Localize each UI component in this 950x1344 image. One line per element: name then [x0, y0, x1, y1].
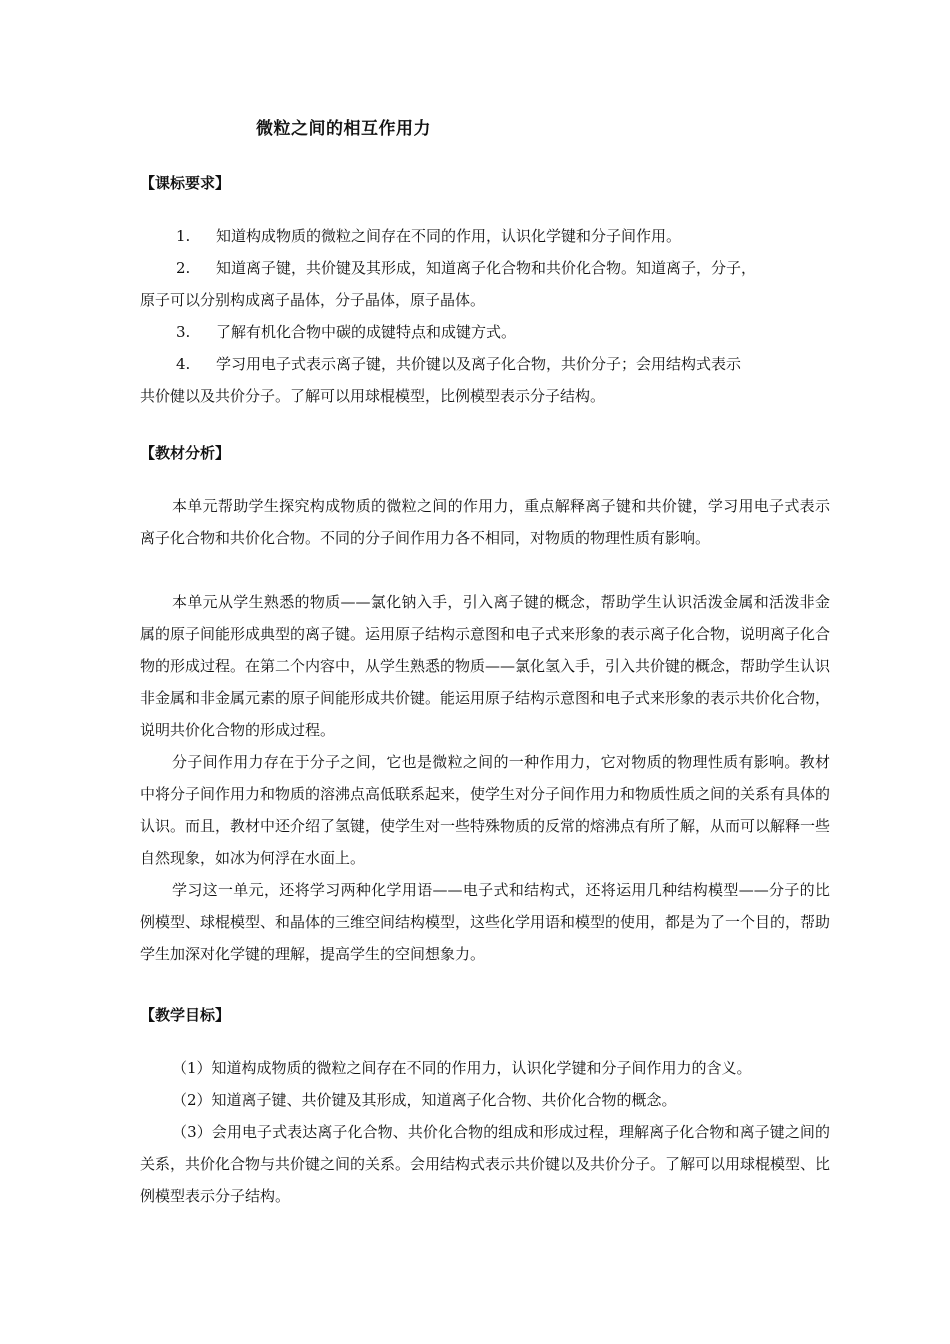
- section-heading-textbook-analysis: 【教材分析】: [140, 444, 231, 462]
- list-number: 2.: [176, 259, 191, 277]
- list-item: [140, 348, 830, 380]
- document-title: 微粒之间的相互作用力: [256, 119, 431, 139]
- list-text: 知道构成物质的微粒之间存在不同的作用，认识化学键和分子间作用。: [216, 227, 682, 245]
- paragraph: 学习这一单元，还将学习两种化学用语——电子式和结构式，还将运用几种结构模型——分子的比例模型、球棍模型、和晶体的三维空间结构模型，这些化学用语和模型的使用，都是为了一个目的，帮助学生加深对化学键的理解，提高学生的空间想象力。: [140, 881, 831, 963]
- list-item: [140, 252, 830, 284]
- list-number: 1.: [176, 227, 191, 245]
- paragraph: （1）知道构成物质的微粒之间存在不同的作用力，认识化学键和分子间作用力的含义。: [172, 1059, 752, 1077]
- list-number: 4.: [176, 355, 191, 373]
- list-item-continuation: 原子可以分别构成离子晶体，分子晶体，原子晶体。: [140, 291, 486, 309]
- list-item: [140, 220, 830, 252]
- list-item: [140, 316, 830, 348]
- section-heading-curriculum: 【课标要求】: [140, 174, 231, 192]
- list-text: 学习用电子式表示离子键，共价键以及离子化合物，共价分子；会用结构式表示: [216, 355, 742, 373]
- paragraph: （2）知道离子键、共价键及其形成，知道离子化合物、共价化合物的概念。: [172, 1091, 677, 1109]
- paragraph: 本单元帮助学生探究构成物质的微粒之间的作用力，重点解释离子键和共价键，学习用电子式表示离子化合物和共价化合物。不同的分子间作用力各不相同，对物质的物理性质有影响。: [140, 497, 830, 547]
- list-number: 3.: [176, 323, 191, 341]
- section-heading-teaching-goals: 【教学目标】: [140, 1006, 231, 1024]
- paragraph: 分子间作用力存在于分子之间，它也是微粒之间的一种作用力，它对物质的物理性质有影响。教材中将分子间作用力和物质的溶沸点高低联系起来，使学生对分子间作用力和物质性质之间的关系有具体的认识。而且，教材中还介绍了氢键，使学生对一些特殊物质的反常的熔沸点有所了解，从而可以解释一些自然现象，如冰为何浮在水面上。: [140, 753, 831, 867]
- paragraph: （3）会用电子式表达离子化合物、共价化合物的组成和形成过程，理解离子化合物和离子键之间的关系，共价化合物与共价键之间的关系。会用结构式表示共价键以及共价分子。了解可以用球棍模型、比例模型表示分子结构。: [140, 1123, 831, 1205]
- list-text: 了解有机化合物中碳的成键特点和成键方式。: [216, 323, 517, 341]
- paragraph: 本单元从学生熟悉的物质——氯化钠入手，引入离子键的概念，帮助学生认识活泼金属和活泼非金属的原子间能形成典型的离子键。运用原子结构示意图和电子式来形象的表示离子化合物，说明离子化合物的形成过程。在第二个内容中，从学生熟悉的物质——氯化氢入手，引入共价键的概念，帮助学生认识非金属和非金属元素的原子间能形成共价键。能运用原子结构示意图和电子式来形象的表示共价化合物，说明共价化合物的形成过程。: [140, 593, 831, 739]
- list-text: 知道离子键，共价键及其形成，知道离子化合物和共价化合物。知道离子，分子，: [216, 259, 757, 277]
- list-item-continuation: 共价健以及共价分子。了解可以用球棍模型，比例模型表示分子结构。: [140, 387, 606, 405]
